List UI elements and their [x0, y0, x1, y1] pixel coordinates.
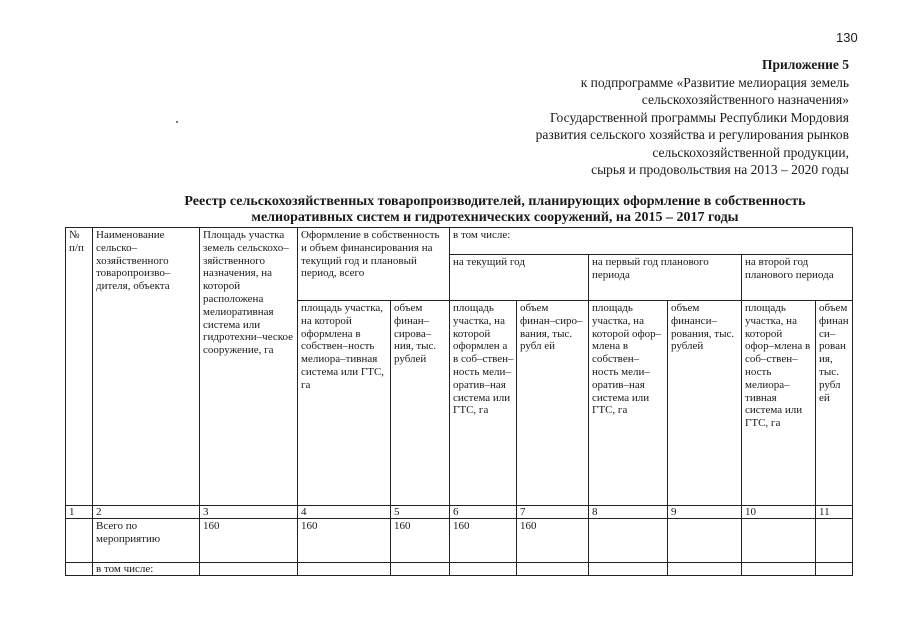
total-value: 160: [450, 519, 517, 563]
appendix-heading: Приложение 5: [761, 57, 849, 72]
page-number: 130: [836, 30, 858, 45]
total-value: 160: [517, 519, 589, 563]
appendix-line: Государственной программы Республики Мордовия: [549, 109, 849, 125]
column-number: 9: [668, 506, 742, 519]
column-number-row: [66, 506, 853, 519]
cell-empty: [517, 563, 589, 576]
table-row: [66, 519, 853, 563]
total-label: Всего по мероприятию: [93, 519, 200, 563]
total-value: [816, 519, 853, 563]
header-col-4: площадь участка, на которой оформлена в собствен–ность мелиора–тивная система или ГТС, га: [298, 301, 391, 506]
title-line: мелиоративных систем и гидротехнических сооружений, на 2015 – 2017 годы: [251, 210, 739, 225]
appendix-block: [429, 56, 849, 179]
cell-empty: [816, 563, 853, 576]
appendix-line: сельскохозяйственного назначения»: [641, 92, 849, 107]
header-col-7: объем финан–сиро–вания, тыс. рубл ей: [517, 301, 589, 506]
total-value: [668, 519, 742, 563]
header-col-8: площадь участка, на которой офор–млена в собствен–ность мели–оратив–ная система или ГТС, га: [589, 301, 668, 506]
column-number: 10: [742, 506, 816, 519]
column-number: 4: [298, 506, 391, 519]
column-number: 2: [93, 506, 200, 519]
appendix-line: к подпрограмме «Развитие мелиорация земель: [580, 74, 849, 90]
column-number: 8: [589, 506, 668, 519]
cell-empty: [66, 563, 93, 576]
document-title: [150, 194, 840, 226]
total-value: [742, 519, 816, 563]
cell-empty: [66, 519, 93, 563]
table-header-row: [66, 228, 853, 255]
header-second-year: на второй год планового периода: [742, 255, 853, 301]
total-value: 160: [391, 519, 450, 563]
header-current-year: на текущий год: [450, 255, 589, 301]
column-number: 6: [450, 506, 517, 519]
total-value: 160: [200, 519, 298, 563]
appendix-line: развития сельского хозяйства и регулирования рынков: [535, 127, 849, 142]
header-area: Площадь участка земель сельскохо–зяйственного назначения, на которой расположена мелиоративная система или гидротехни–ческое сооружение, га: [200, 228, 298, 506]
header-name: Наименование сельско–хозяйственного товаропроизво–дителя, объекта: [93, 228, 200, 506]
header-num: № п/п: [66, 228, 93, 506]
header-ownership: Оформление в собственность и объем финансирования на текущий год и плановый период, всего: [298, 228, 450, 301]
header-including: в том числе:: [450, 228, 853, 255]
cell-empty: [589, 563, 668, 576]
title-line: Реестр сельскохозяйственных товаропроизводителей, планирующих оформление в собственность: [184, 194, 806, 209]
column-number: 3: [200, 506, 298, 519]
cell-empty: [298, 563, 391, 576]
header-col-10: площадь участка, на которой офор–млена в соб–ствен–ность мелиора–тивная система или ГТС, га: [742, 301, 816, 506]
cell-empty: [450, 563, 517, 576]
column-number: 5: [391, 506, 450, 519]
header-col-6: площадь участка, на которой оформлен а в соб–ствен–ность мели–оратив–ная система или ГТС, га: [450, 301, 517, 506]
table-row: [66, 563, 853, 576]
header-col-9: объем финанси–рования, тыс. рублей: [668, 301, 742, 506]
column-number: 1: [66, 506, 93, 519]
total-value: 160: [298, 519, 391, 563]
appendix-line: сырья и продовольствия на 2013 – 2020 годы: [591, 162, 849, 177]
column-number: 7: [517, 506, 589, 519]
scan-speck: [176, 121, 178, 123]
header-first-year: на первый год планового периода: [589, 255, 742, 301]
header-col-11: объем финанси–рования, тыс. рубл ей: [816, 301, 853, 506]
registry-table: [65, 227, 853, 576]
cell-empty: [391, 563, 450, 576]
header-col-5: объем финан–сирова–ния, тыс. рублей: [391, 301, 450, 506]
cell-empty: [668, 563, 742, 576]
cell-empty: [200, 563, 298, 576]
total-value: [589, 519, 668, 563]
including-label: в том числе:: [93, 563, 200, 576]
appendix-line: сельскохозяйственной продукции,: [652, 144, 849, 160]
cell-empty: [742, 563, 816, 576]
column-number: 11: [816, 506, 853, 519]
